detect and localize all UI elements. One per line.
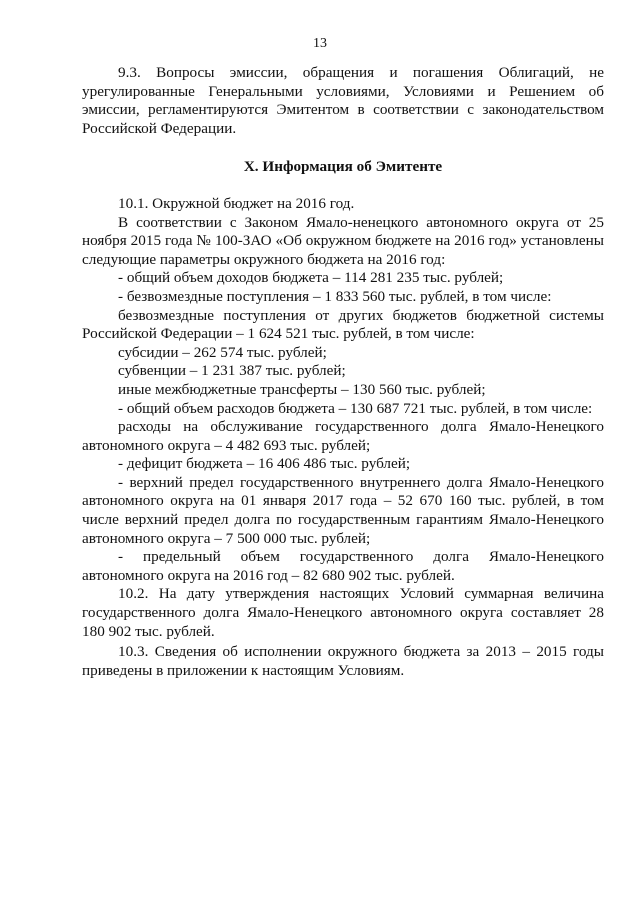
paragraph-debt-service: расходы на обслуживание государственного долга Ямало-Ненецкого автономного округа – 4 482 693 тыс. рублей; (82, 418, 604, 454)
paragraph-debt-upper-limit: - верхний предел государственного внутреннего долга Ямало-Ненецкого автономного округа на 01 января 2017 года – 52 670 160 тыс. рублей, в том числе верхний предел долга по государственным гарантиям Ямало-Ненецкого автономного округа – 7 500 000 тыс. рублей; (82, 473, 604, 547)
paragraph-grants: - безвозмездные поступления – 1 833 560 тыс. рублей, в том числе: (118, 287, 552, 305)
paragraph-10-3: 10.3. Сведения об исполнении окружного бюджета за 2013 – 2015 годы приведены в приложении к настоящим Условиям. (82, 643, 604, 679)
paragraph-debt-max-volume: - предельный объем государственного долга Ямало-Ненецкого автономного округа на 2016 год – 82 680 902 тыс. рублей. (82, 548, 604, 584)
paragraph-10-1: 10.1. Окружной бюджет на 2016 год. (118, 194, 355, 212)
document-body (82, 64, 604, 680)
paragraph-subventions: субвенции – 1 231 387 тыс. рублей; (118, 362, 346, 380)
paragraph-subsidies: субсидии – 262 574 тыс. рублей; (118, 343, 327, 361)
paragraph-law-intro: В соответствии с Законом Ямало-ненецкого автономного округа от 25 ноября 2015 года № 100-ЗАО «Об окружном бюджете на 2016 год» установлены следующие параметры окружного бюджета на 2016 год: (82, 213, 604, 268)
section-9-3-paragraph: 9.3. Вопросы эмиссии, обращения и погашения Облигаций, не урегулированные Генеральными условиями, Условиями и Решением об эмиссии, регламентируются Эмитентом в соответствии с законодательством Российской Федерации. (82, 64, 604, 137)
paragraph-other-transfers: иные межбюджетные трансферты – 130 560 тыс. рублей; (118, 380, 486, 398)
paragraph-income: - общий объем доходов бюджета – 114 281 235 тыс. рублей; (118, 269, 504, 287)
paragraph-grants-budget-system: безвозмездные поступления от других бюджетов бюджетной системы Российской Федерации – 1 624 521 тыс. рублей, в том числе: (82, 306, 604, 343)
paragraph-expenses: - общий объем расходов бюджета – 130 687 721 тыс. рублей, в том числе: (118, 399, 593, 417)
paragraph-10-2: 10.2. На дату утверждения настоящих Условий суммарная величина государственного долга Ямало-Ненецкого автономного округа составляет 28 180 902 тыс. рублей. (82, 585, 604, 640)
paragraph-deficit: - дефицит бюджета – 16 406 486 тыс. рублей; (118, 455, 411, 473)
section-heading: X. Информация об Эмитенте (243, 158, 443, 176)
page-number: 13 (313, 36, 327, 51)
